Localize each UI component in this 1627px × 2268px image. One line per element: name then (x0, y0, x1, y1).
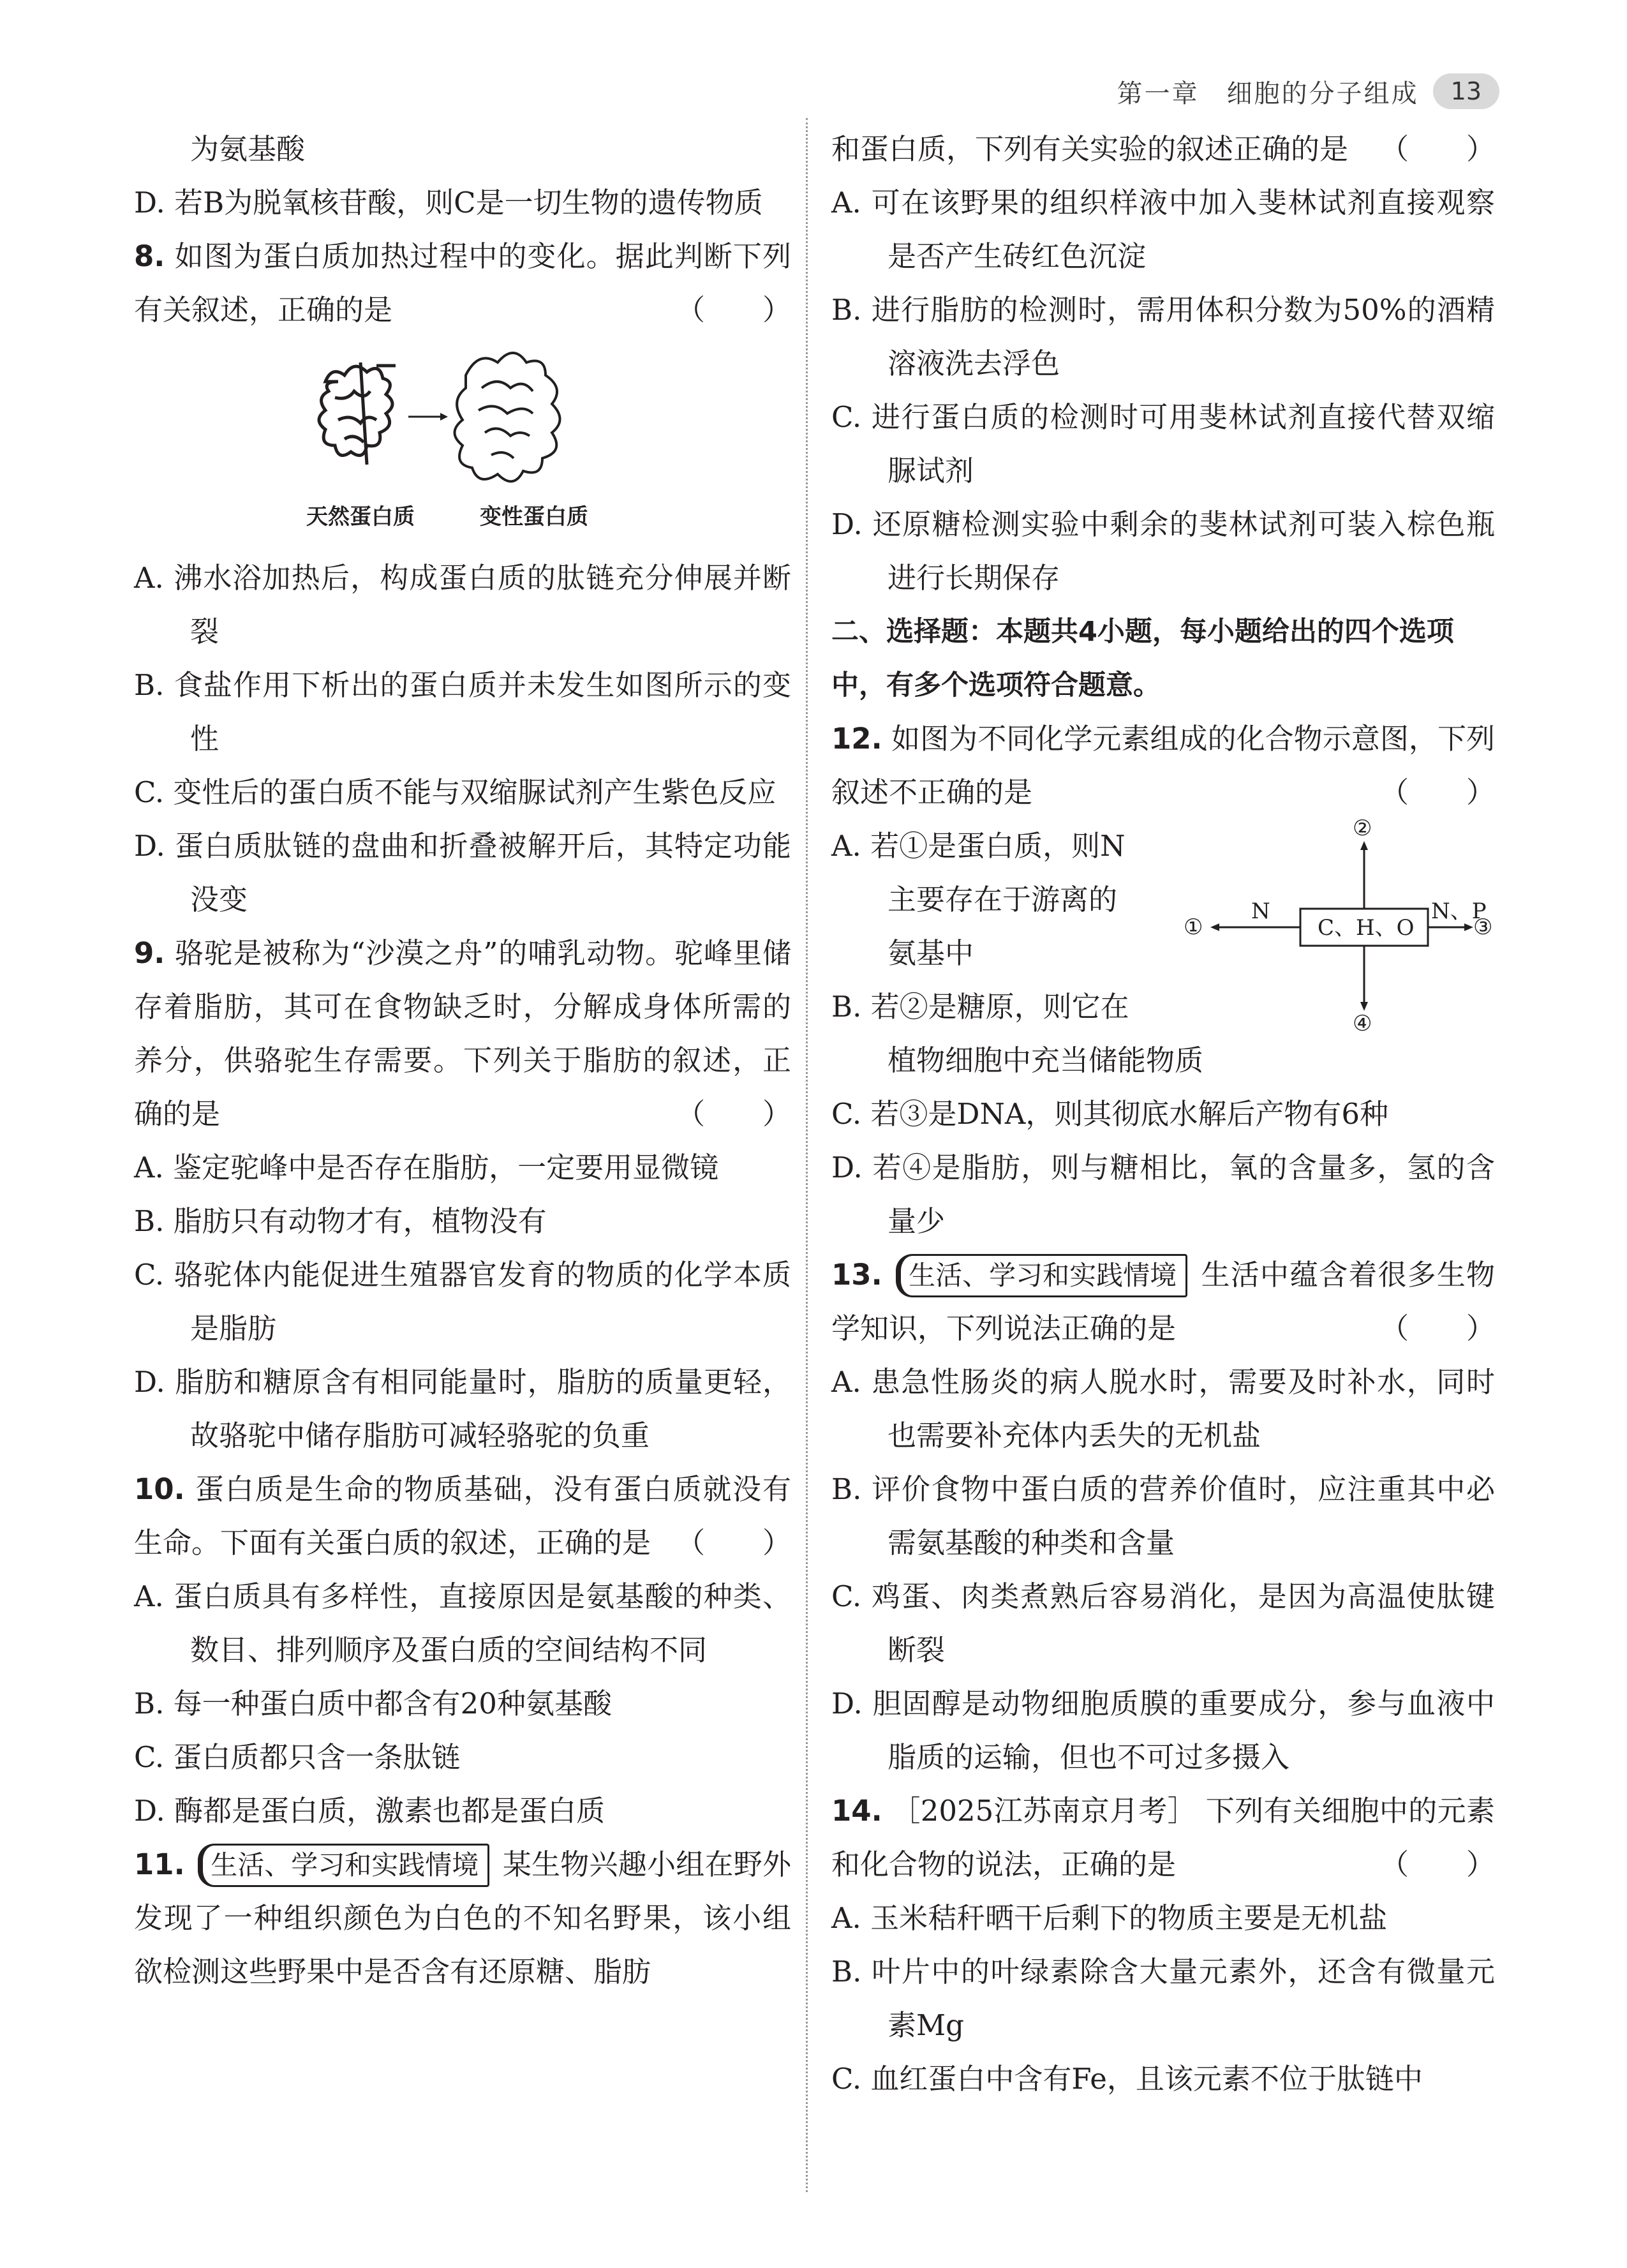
q9-option-d: D. 脂肪和糖原含有相同能量时，脂肪的质量更轻，故骆驼中储存脂肪可减轻骆驼的负重 (134, 1365, 791, 1452)
question-13 (831, 1248, 1495, 1355)
q11-continued (831, 123, 1495, 176)
q9-stem: 骆驼是被称为“沙漠之舟”的哺乳动物。驼峰里储存着脂肪，其可在食物缺乏时，分解成身体所需的养分，供骆驼生存需要。下列关于脂肪的叙述，正确的是 (134, 936, 791, 1131)
q14-number: 14. (831, 1794, 882, 1828)
q13-stem: 生活中蕴含着很多生物学知识，下列说法正确的是 (831, 1258, 1495, 1345)
q14-source: ［2025江苏南京月考］ (891, 1794, 1197, 1828)
q14-stem: 下列有关细胞中的元素和化合物的说法，正确的是 (831, 1794, 1495, 1881)
q12-option-a-line2: 主要存在于游离的 (888, 883, 1118, 916)
circle-3-label: ③ (1473, 914, 1493, 940)
q13-option-b: B. 评价食物中蛋白质的营养价值时，应注重其中必需氨基酸的种类和含量 (831, 1472, 1495, 1560)
q8-option-c: C. 变性后的蛋白质不能与双缩脲试剂产生紫色反应 (134, 775, 776, 809)
question-10 (134, 1463, 791, 1570)
q13-option-a: A. 患急性肠炎的病人脱水时，需要及时补水，同时也需要补充体内丢失的无机盐 (831, 1365, 1495, 1452)
question-11 (134, 1838, 791, 1999)
arrow-left-head (1210, 923, 1219, 931)
q14-answer-blank: （ ） (1379, 1847, 1495, 1881)
question-9 (134, 927, 791, 1141)
native-protein-caption: 天然蛋白质 (306, 504, 415, 530)
question-8 (134, 230, 791, 337)
q13-option-d: D. 胆固醇是动物细胞质膜的重要成分，参与血液中脂质的运输，但也不可过多摄入 (831, 1687, 1495, 1774)
denatured-protein-shape (455, 353, 560, 481)
q11-stem: 某生物兴趣小组在野外发现了一种组织颜色为白色的不知名野果，该小组欲检测这些野果中是否含有还原糖、脂肪 (134, 1847, 791, 1988)
circle-1-label: ① (1184, 914, 1203, 940)
q8-option-b: B. 食盐作用下析出的蛋白质并未发生如图所示的变性 (134, 668, 791, 756)
q14-option-b: B. 叶片中的叶绿素除含大量元素外，还含有微量元素Mg (831, 1955, 1495, 2042)
q12-stem: 如图为不同化学元素组成的化合物示意图，下列叙述不正确的是 (831, 722, 1495, 809)
q8-number: 8. (134, 239, 165, 273)
protein-diagram (300, 337, 568, 496)
q9-option-b: B. 脂肪只有动物才有，植物没有 (134, 1204, 547, 1238)
q10-stem: 蛋白质是生命的物质基础，没有蛋白质就没有生命。下面有关蛋白质的叙述，正确的是 (134, 1472, 791, 1560)
q12-option-a-line3: 氨基中 (888, 936, 974, 970)
q11-stem-tail: 和蛋白质，下列有关实验的叙述正确的是 (831, 132, 1349, 166)
q11-option-a: A. 可在该野果的组织样液中加入斐林试剂直接观察是否产生砖红色沉淀 (831, 186, 1495, 273)
page-header (1117, 71, 1499, 111)
column-divider (806, 118, 808, 2192)
q8-option-a: A. 沸水浴加热后，构成蛋白质的肽链充分伸展并断裂 (134, 561, 791, 648)
q13-answer-blank: （ ） (1379, 1311, 1495, 1345)
arrow-up-head (1360, 841, 1368, 850)
q14-option-c: C. 血红蛋白中含有Fe，且该元素不位于肽链中 (831, 2062, 1423, 2096)
q9-number: 9. (134, 936, 165, 970)
q10-number: 10. (134, 1472, 185, 1506)
right-arrow-label: N、P (1431, 899, 1487, 924)
circle-2-label: ② (1353, 816, 1372, 841)
q10-answer-blank: （ ） (676, 1526, 791, 1560)
q9-answer-blank: （ ） (676, 1097, 791, 1131)
q8-answer-blank: （ ） (676, 293, 791, 327)
q11-answer-blank: （ ） (1379, 132, 1495, 166)
q12-option-c: C. 若③是DNA，则其彻底水解后产物有6种 (831, 1097, 1389, 1131)
q8-stem: 如图为蛋白质加热过程中的变化。据此判断下列有关叙述，正确的是 (134, 239, 791, 327)
q10-option-c: C. 蛋白质都只含一条肽链 (134, 1740, 461, 1774)
native-protein-strand (360, 362, 367, 465)
q11-number: 11. (134, 1847, 185, 1881)
q7-option-d: D. 若B为脱氧核苷酸，则C是一切生物的遗传物质 (134, 186, 763, 220)
page-number: 13 (1433, 73, 1499, 109)
section-2-heading: 二、选择题：本题共4小题，每小题给出的四个选项中，有多个选项符合题意。 (831, 616, 1454, 701)
left-arrow-label: N (1251, 899, 1270, 924)
protein-denaturation-figure (134, 337, 791, 551)
q11-option-b: B. 进行脂肪的检测时，需用体积分数为50%的酒精溶液洗去浮色 (831, 293, 1495, 380)
q12-answer-blank: （ ） (1379, 775, 1495, 809)
denatured-protein-caption: 变性蛋白质 (480, 504, 588, 530)
circle-4-label: ④ (1353, 1011, 1372, 1036)
q12-option-d: D. 若④是脂肪，则与糖相比，氧的含量多，氢的含量少 (831, 1151, 1495, 1238)
arrow-right-head (1464, 923, 1473, 931)
q12-options-with-figure (831, 816, 1495, 1087)
q10-option-d: D. 酶都是蛋白质，激素也都是蛋白质 (134, 1794, 605, 1828)
q7-tail: 为氨基酸 (190, 132, 306, 166)
q12-option-b-line2: 植物细胞中充当储能物质 (888, 1043, 1204, 1077)
q12-option-b-line1: B. 若②是糖原，则它在 (831, 990, 1129, 1024)
q9-option-c: C. 骆驼体内能促进生殖器官发育的物质的化学本质是脂肪 (134, 1258, 791, 1345)
q10-option-a: A. 蛋白质具有多样性，直接原因是氨基酸的种类、数目、排列顺序及蛋白质的空间结构不同 (134, 1579, 791, 1667)
q14-option-a: A. 玉米秸秆晒干后剩下的物质主要是无机盐 (831, 1901, 1388, 1935)
q13-option-c: C. 鸡蛋、肉类煮熟后容易消化，是因为高温使肽键断裂 (831, 1579, 1495, 1667)
arrow-down-head (1360, 1002, 1368, 1011)
q12-option-a-line1: A. 若①是蛋白质，则N (831, 829, 1126, 863)
element-compound-diagram (1176, 816, 1495, 1036)
q10-option-b: B. 每一种蛋白质中都含有20种氨基酸 (134, 1687, 612, 1720)
left-column (134, 123, 791, 1999)
q11-context-tag: 生活、学习和实践情境 (198, 1844, 489, 1887)
arrow-head (440, 413, 448, 421)
chapter-title: 第一章 细胞的分子组成 (1117, 78, 1419, 108)
q11-option-c: C. 进行蛋白质的检测时可用斐林试剂直接代替双缩脲试剂 (831, 400, 1495, 488)
q11-option-d: D. 还原糖检测实验中剩余的斐林试剂可装入棕色瓶进行长期保存 (831, 507, 1495, 595)
native-protein-shape (319, 366, 392, 456)
right-column (831, 123, 1495, 2106)
q8-option-d: D. 蛋白质肽链的盘曲和折叠被解开后，其特定功能没变 (134, 829, 791, 916)
question-14 (831, 1784, 1495, 1891)
q9-option-a: A. 鉴定驼峰中是否存在脂肪，一定要用显微镜 (134, 1151, 719, 1184)
question-12 (831, 712, 1495, 819)
box-elements-label: C、H、O (1318, 915, 1415, 941)
q13-number: 13. (831, 1258, 882, 1292)
q13-context-tag: 生活、学习和实践情境 (896, 1254, 1187, 1297)
q12-number: 12. (831, 722, 882, 756)
